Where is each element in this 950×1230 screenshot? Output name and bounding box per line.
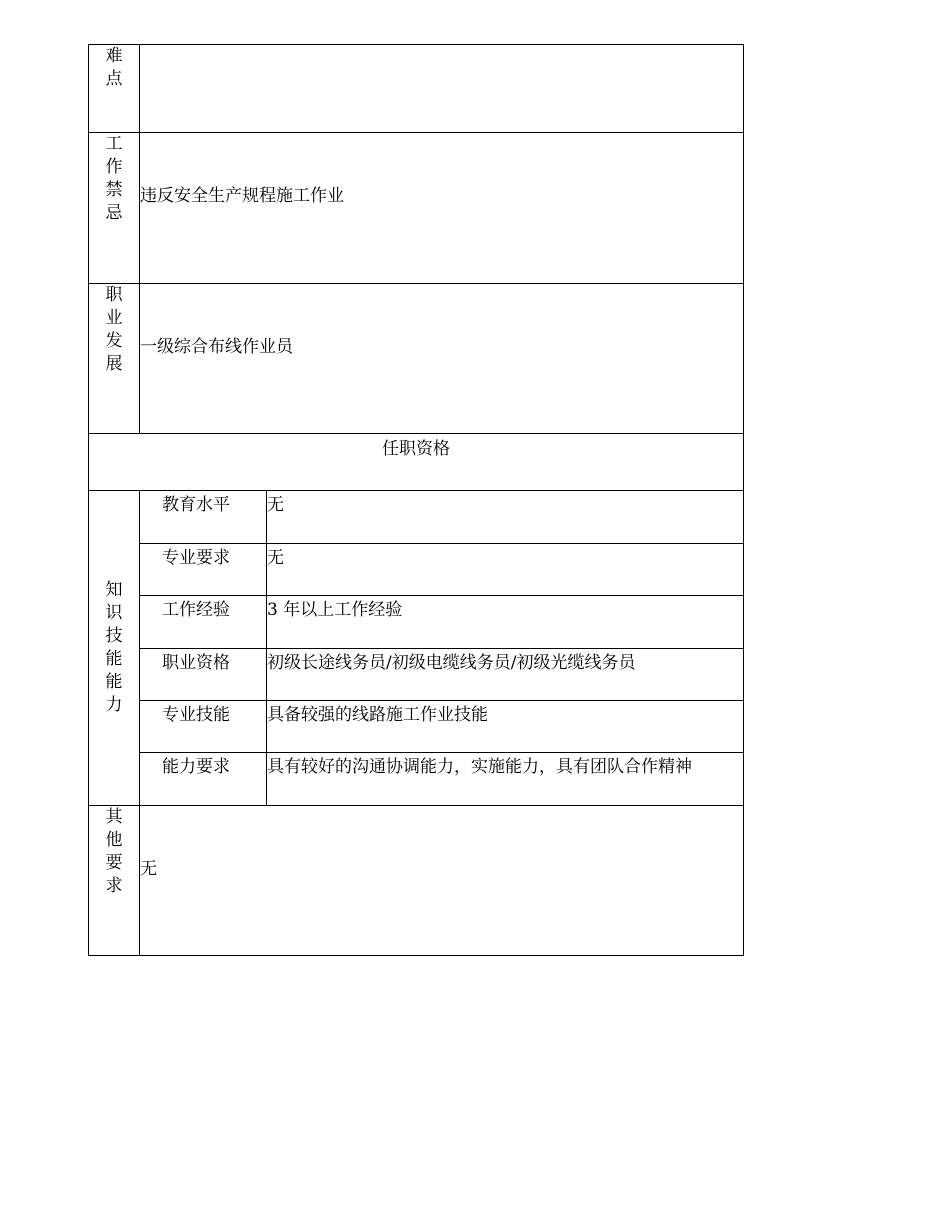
prohibitions-value: 违反安全生产规程施工作业 [140, 133, 744, 284]
prohibitions-label-cell [89, 133, 140, 284]
qualification-value: 3 年以上工作经验 [267, 596, 744, 649]
qualification-label: 能力要求 [140, 753, 267, 806]
career-label: 职业发展 [105, 285, 123, 374]
qualification-label: 专业要求 [140, 544, 267, 596]
qualifications-group-label: 知识技能能力 [105, 580, 123, 715]
qualification-label: 教育水平 [140, 491, 267, 544]
qualification-label: 专业技能 [140, 701, 267, 753]
qualifications-header-row [89, 434, 744, 491]
qualification-row [89, 544, 744, 596]
job-description-table [88, 44, 744, 956]
qualification-row [89, 596, 744, 649]
qualification-row [89, 491, 744, 544]
qualification-value: 具备较强的线路施工作业技能 [267, 701, 744, 753]
other-label: 其他要求 [105, 807, 123, 896]
qualification-row [89, 753, 744, 806]
qualifications-group-label-cell [89, 491, 140, 806]
prohibitions-label: 工作禁忌 [105, 134, 123, 223]
career-row [89, 284, 744, 434]
career-label-cell [89, 284, 140, 434]
qualification-label: 职业资格 [140, 649, 267, 701]
qualification-value: 无 [267, 491, 744, 544]
qualification-label: 工作经验 [140, 596, 267, 649]
other-label-cell [89, 806, 140, 956]
other-row [89, 806, 744, 956]
qualification-value: 初级长途线务员/初级电缆线务员/初级光缆线务员 [267, 649, 744, 701]
other-value: 无 [140, 806, 744, 956]
qualification-value: 无 [267, 544, 744, 596]
prohibitions-row [89, 133, 744, 284]
qualification-value: 具有较好的沟通协调能力，实施能力，具有团队合作精神 [267, 753, 744, 806]
difficulties-row [89, 45, 744, 133]
qualification-row [89, 649, 744, 701]
career-value: 一级综合布线作业员 [140, 284, 744, 434]
difficulties-label: 难点 [105, 46, 123, 89]
qualification-row [89, 701, 744, 753]
qualifications-header: 任职资格 [89, 434, 744, 491]
difficulties-value [140, 45, 744, 133]
difficulties-label-cell [89, 45, 140, 133]
